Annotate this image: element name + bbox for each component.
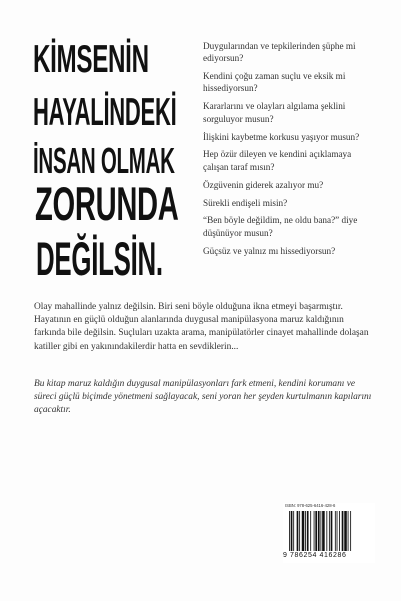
headline-line-5: DEĞİLSİN.: [36, 232, 163, 285]
barcode-number: 9 786254 416286: [283, 552, 347, 559]
isbn-label: ISBN: 978-625-6416-428-6: [285, 503, 336, 508]
italic-blurb-paragraph: Bu kitap maruz kaldığın duygusal manipülasyonları fark etmeni, kendini korumanı ve süreci güçlü biçimde yönetmeni sağlayacak, seni yoran her şeyden kurtulmanın kapılarını açacaktır.: [34, 379, 372, 416]
question-item: Kararlarını ve olayları algılama şeklini sorguluyor musun?: [203, 101, 346, 124]
question-item: Duygularından ve tepkilerinden şüphe mi ediyorsun?: [203, 41, 356, 64]
question-item: “Ben böyle değildim, ne oldu bana?” diye düşünüyor musun?: [203, 215, 358, 238]
question-item: İlişkini kaybetme korkusu yaşıyor musun?: [203, 131, 360, 142]
barcode-icon: [289, 511, 373, 551]
question-item: Hep özür dileyen ve kendini açıklamaya çalışan taraf mısın?: [203, 149, 352, 172]
question-list: [203, 40, 378, 263]
headline-line-2: HAYALİNDEKİ: [33, 91, 177, 134]
headline-line-1: KİMSENİN: [33, 38, 149, 81]
question-item: Özgüvenin giderek azalıyor mu?: [203, 179, 324, 190]
question-item: Kendini çoğu zaman suçlu ve eksik mi hissediyorsun?: [203, 71, 346, 94]
question-item: Güçsüz ve yalnız mı hissediyorsun?: [203, 245, 336, 256]
blurb-paragraph: Olay mahallinde yalnız değilsin. Biri seni böyle olduğuna ikna etmeyi başarmıştır. Hayatının en güçlü olduğun alanlarında duygusal manipülasyona maruz kaldığının farkında bile değilsin. Suçluları uzakta arama, manipülatörler cinayet mahallinde dolaşan katiller gibi en yakınındakilerdir hatta en sevdiklerin...: [34, 302, 369, 352]
question-item: Sürekli endişeli misin?: [203, 197, 288, 208]
barcode-block: [283, 503, 375, 563]
headline-line-4: ZORUNDA: [35, 177, 179, 230]
headline-line-3: İNSAN OLMAK: [33, 140, 175, 181]
